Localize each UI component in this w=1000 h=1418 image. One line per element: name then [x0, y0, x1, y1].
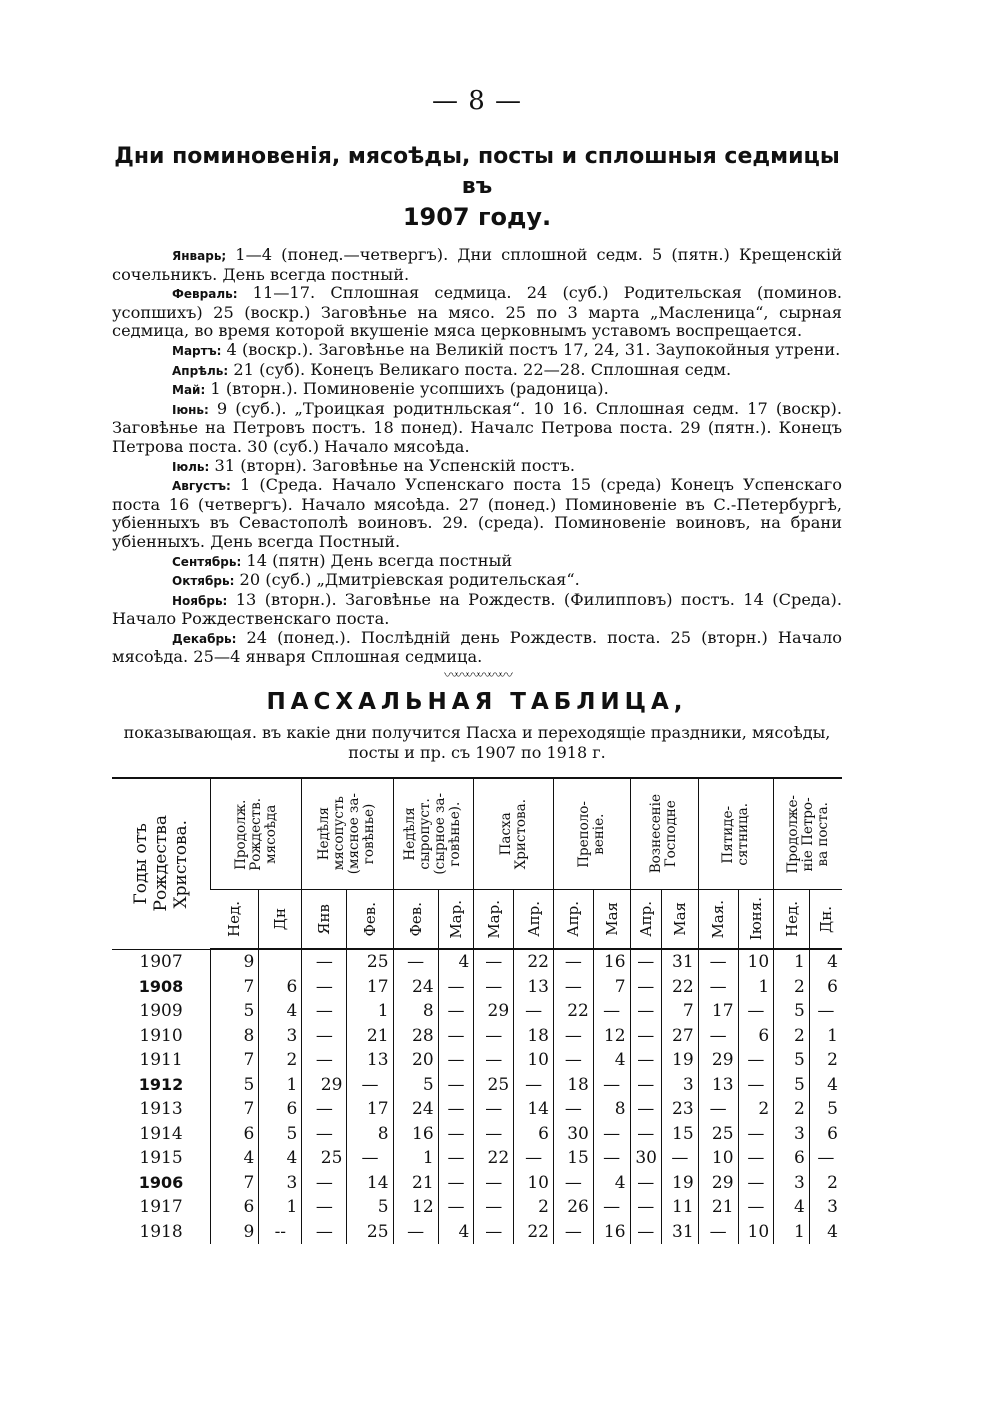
table-cell: 7 — [211, 1171, 259, 1196]
table-cell: 5 — [259, 1122, 302, 1147]
wavy-divider: 〰〰〰〰〰〰 — [444, 668, 510, 685]
column-sub-header: Іюня. — [738, 890, 774, 950]
table-body — [112, 949, 842, 1244]
table-cell: — — [347, 1146, 393, 1171]
table-cell: 25 — [302, 1146, 347, 1171]
table-cell: — — [630, 949, 661, 975]
table-cell: 10 — [514, 1171, 554, 1196]
table-cell: — — [474, 975, 514, 1000]
month-text: 9 (суб.). „Троицкая родитнльская“. 10 16. Сплошная седм. 17 (воскр). Заговѣнье на Петровъ постъ. 18 понед). Началс Петрова поста. 29 (пятн.). Конецъ Петрова поста. 30 (суб.) Начало мясоѣда. — [112, 398, 842, 456]
column-sub-header: Мая — [661, 890, 698, 950]
table-cell: 19 — [661, 1048, 698, 1073]
table-cell: 28 — [393, 1024, 438, 1049]
table-cell: 1 — [259, 1073, 302, 1098]
table-cell: 6 — [211, 1122, 259, 1147]
book-page — [112, 86, 842, 1244]
table-cell: — — [302, 999, 347, 1024]
month-name: Августъ: — [172, 479, 231, 494]
table-cell: — — [630, 1073, 661, 1098]
table-cell: — — [738, 1146, 774, 1171]
month-entry — [112, 591, 842, 629]
month-entry — [112, 571, 842, 591]
column-sub-header: Мар. — [474, 890, 514, 950]
table-cell: 1 — [809, 1024, 842, 1049]
month-name: Іюнь: — [172, 402, 209, 417]
table-cell: 5 — [809, 1097, 842, 1122]
table-cell: — — [593, 1073, 630, 1098]
table-cell: 9 — [211, 1220, 259, 1245]
table-cell: 29 — [698, 1171, 738, 1196]
table-row — [112, 999, 842, 1024]
column-group-header: Преполо- веніе. — [553, 778, 630, 890]
table-cell: 4 — [774, 1195, 810, 1220]
year-cell: 1917 — [139, 1197, 183, 1218]
table-cell: 2 — [259, 1048, 302, 1073]
table-cell: — — [809, 1146, 842, 1171]
table-cell: — — [553, 1171, 593, 1196]
month-text: 11—17. Сплошная седмица. 24 (суб.) Родительская (поминов. усопшихъ) 25 (воскр.) Заговѣнье на мясо. 25 по 3 марта „Масленица“, сырная седмица, во время которой вкушеніе мяса церковнымъ уставомъ воспрещается. — [112, 283, 842, 341]
table-subtitle: показывающая. въ какіе дни получится Пасха и переходящіе праздники, мясоѣды, посты и пр. съ 1907 по 1918 г. — [123, 723, 831, 763]
table-cell: 4 — [438, 949, 474, 975]
month-text: 1 (вторн.). Поминовеніе усопшихъ (радоница). — [205, 379, 609, 399]
table-row — [112, 1146, 842, 1171]
table-row — [112, 1073, 842, 1098]
table-cell: 19 — [661, 1171, 698, 1196]
month-name: Сентябрь: — [172, 554, 242, 569]
table-cell: — — [302, 949, 347, 975]
table-cell: — — [698, 1024, 738, 1049]
table-cell: 27 — [661, 1024, 698, 1049]
table-cell: — — [438, 1171, 474, 1196]
column-group-header: Продолж. Рождеств. мясоѣда — [211, 778, 302, 890]
table-cell: 21 — [393, 1171, 438, 1196]
month-entry — [112, 476, 842, 551]
table-cell: 29 — [698, 1048, 738, 1073]
table-cell: 22 — [553, 999, 593, 1024]
month-text: 13 (вторн.). Заговѣнье на Рождеств. (Филипповъ) постъ. 14 (Среда). Начало Рождественскаго поста. — [112, 589, 842, 629]
table-cell: 25 — [347, 949, 393, 975]
table-cell: 5 — [774, 999, 810, 1024]
table-cell: — — [438, 1073, 474, 1098]
column-sub-header: Апр. — [630, 890, 661, 950]
month-entry — [112, 400, 842, 457]
table-cell: 2 — [514, 1195, 554, 1220]
table-cell: 22 — [474, 1146, 514, 1171]
year-cell: 1907 — [139, 952, 183, 973]
table-cell: 1 — [259, 1195, 302, 1220]
table-cell: — — [630, 1195, 661, 1220]
month-name: Май: — [172, 383, 206, 398]
month-name: Январь; — [172, 249, 227, 263]
table-cell: — — [302, 975, 347, 1000]
table-cell: 21 — [698, 1195, 738, 1220]
table-row — [112, 1024, 842, 1049]
table-cell: 13 — [514, 975, 554, 1000]
table-row — [112, 1171, 842, 1196]
month-text: 24 (понед.). Послѣдній день Рождеств. поста. 25 (вторн.) Начало мясоѣда. 25—4 января Сплошная седмица. — [112, 627, 842, 667]
table-cell: 13 — [698, 1073, 738, 1098]
year-cell: 1915 — [139, 1148, 183, 1169]
table-cell: 14 — [347, 1171, 393, 1196]
month-entry — [112, 361, 842, 381]
table-cell: 2 — [809, 1048, 842, 1073]
table-cell: 17 — [347, 1097, 393, 1122]
table-cell: — — [474, 1220, 514, 1245]
table-cell: 14 — [514, 1097, 554, 1122]
table-cell: 16 — [393, 1122, 438, 1147]
column-sub-header: Мая. — [698, 890, 738, 950]
table-cell: 24 — [393, 975, 438, 1000]
table-cell: — — [553, 1048, 593, 1073]
table-cell: — — [474, 949, 514, 975]
table-cell: — — [474, 1024, 514, 1049]
table-row — [112, 1122, 842, 1147]
year-cell: 1913 — [139, 1099, 183, 1120]
table-cell: — — [593, 1146, 630, 1171]
heading-line-1: Дни поминовенія, мясоѣды, посты и сплошныя седмицы въ — [114, 144, 840, 199]
table-cell: 25 — [347, 1220, 393, 1245]
table-cell: — — [698, 975, 738, 1000]
table-cell: 5 — [774, 1048, 810, 1073]
table-cell: — — [302, 1171, 347, 1196]
month-text: 14 (пятн) День всегда постный — [241, 550, 513, 570]
table-cell: 2 — [738, 1097, 774, 1122]
table-cell: — — [630, 1024, 661, 1049]
table-cell: 30 — [630, 1146, 661, 1171]
table-cell: — — [474, 1122, 514, 1147]
month-name: Ноябрь: — [172, 593, 228, 608]
table-cell — [259, 949, 302, 975]
table-cell: — — [661, 1146, 698, 1171]
month-entry — [112, 380, 842, 400]
table-cell: — — [593, 1195, 630, 1220]
table-cell: 4 — [259, 999, 302, 1024]
table-cell: 3 — [259, 1024, 302, 1049]
table-cell: 29 — [302, 1073, 347, 1098]
table-cell: — — [438, 1097, 474, 1122]
table-cell: — — [302, 1220, 347, 1245]
month-entry — [112, 341, 842, 361]
table-cell: 4 — [809, 949, 842, 975]
table-cell: 2 — [774, 1097, 810, 1122]
table-cell: 6 — [259, 1097, 302, 1122]
table-cell: 26 — [553, 1195, 593, 1220]
table-cell: 13 — [347, 1048, 393, 1073]
column-sub-header: Фев. — [393, 890, 438, 950]
table-cell: 23 — [661, 1097, 698, 1122]
column-group-header: Продолже- ніе Петро- ва поста. — [774, 778, 842, 890]
table-cell: — — [438, 1122, 474, 1147]
month-entry — [112, 552, 842, 572]
table-cell: 5 — [347, 1195, 393, 1220]
table-cell: 1 — [347, 999, 393, 1024]
table-cell: — — [809, 999, 842, 1024]
table-cell: 29 — [474, 999, 514, 1024]
table-cell: — — [302, 1195, 347, 1220]
table-cell: 30 — [553, 1122, 593, 1147]
column-group-header: Недѣля сыропуст. (сырное за- говѣнье). — [393, 778, 474, 890]
table-cell: — — [630, 1220, 661, 1245]
table-cell: 7 — [211, 1048, 259, 1073]
year-cell: 1910 — [139, 1025, 183, 1046]
table-cell: 11 — [661, 1195, 698, 1220]
table-cell: 4 — [211, 1146, 259, 1171]
table-cell: — — [393, 949, 438, 975]
table-cell: 20 — [393, 1048, 438, 1073]
table-cell: 15 — [553, 1146, 593, 1171]
column-sub-header: Янв — [302, 890, 347, 950]
table-cell: — — [738, 1048, 774, 1073]
page-number: — 8 — — [431, 86, 523, 116]
table-cell: — — [514, 1146, 554, 1171]
table-cell: — — [438, 1048, 474, 1073]
table-cell: — — [438, 1195, 474, 1220]
column-sub-header: Дн — [259, 890, 302, 950]
table-row — [112, 949, 842, 975]
table-cell: — — [593, 999, 630, 1024]
column-group-header: Вознесеніе Господне — [630, 778, 698, 890]
month-name: Мартъ: — [172, 343, 222, 358]
table-cell: 9 — [211, 949, 259, 975]
table-cell: 8 — [393, 999, 438, 1024]
table-cell: 4 — [593, 1171, 630, 1196]
table-cell: — — [302, 1048, 347, 1073]
table-cell: 5 — [211, 1073, 259, 1098]
table-cell: — — [698, 1097, 738, 1122]
table-cell: 7 — [211, 1097, 259, 1122]
table-cell: 5 — [211, 999, 259, 1024]
table-cell: — — [738, 1073, 774, 1098]
table-cell: 3 — [774, 1122, 810, 1147]
table-cell: 12 — [593, 1024, 630, 1049]
table-cell: 10 — [514, 1048, 554, 1073]
table-cell: — — [593, 1122, 630, 1147]
table-cell: 4 — [809, 1220, 842, 1245]
table-row — [112, 1195, 842, 1220]
table-cell: 4 — [438, 1220, 474, 1245]
table-cell: — — [438, 999, 474, 1024]
table-group-header-row — [112, 778, 842, 890]
table-cell: 7 — [661, 999, 698, 1024]
months-list — [112, 246, 842, 667]
table-cell: — — [474, 1048, 514, 1073]
section-heading — [112, 142, 842, 232]
table-cell: — — [302, 1024, 347, 1049]
column-sub-header: Фев. — [347, 890, 393, 950]
table-cell: 5 — [393, 1073, 438, 1098]
month-entry — [112, 284, 842, 341]
column-sub-header: Мар. — [438, 890, 474, 950]
table-cell: 7 — [211, 975, 259, 1000]
table-cell: 1 — [774, 949, 810, 975]
table-cell: 6 — [809, 975, 842, 1000]
table-cell: 8 — [593, 1097, 630, 1122]
table-cell: — — [738, 1171, 774, 1196]
month-entry — [112, 246, 842, 284]
table-cell: 3 — [259, 1171, 302, 1196]
table-cell: — — [393, 1220, 438, 1245]
table-cell: 6 — [211, 1195, 259, 1220]
table-cell: 12 — [393, 1195, 438, 1220]
table-row — [112, 1097, 842, 1122]
month-text: 31 (вторн). Заговѣнье на Успенскій постъ. — [209, 455, 576, 475]
table-cell: 10 — [698, 1146, 738, 1171]
table-cell: — — [630, 975, 661, 1000]
column-sub-header: Апр. — [553, 890, 593, 950]
year-cell: 1909 — [139, 1001, 183, 1022]
table-cell: — — [474, 1097, 514, 1122]
table-cell: 25 — [474, 1073, 514, 1098]
table-cell: — — [302, 1122, 347, 1147]
table-cell: — — [438, 1024, 474, 1049]
table-cell: 18 — [514, 1024, 554, 1049]
table-cell: 2 — [809, 1171, 842, 1196]
table-row — [112, 975, 842, 1000]
table-cell: 17 — [347, 975, 393, 1000]
table-cell: 22 — [514, 949, 554, 975]
month-entry — [112, 629, 842, 667]
table-cell: — — [302, 1097, 347, 1122]
year-cell: 1918 — [139, 1221, 183, 1242]
table-cell: 4 — [809, 1073, 842, 1098]
month-name: Февраль: — [172, 287, 238, 302]
year-cell: 1906 — [138, 1172, 184, 1192]
pascha-table — [112, 777, 842, 1244]
year-cell: 1912 — [138, 1074, 184, 1094]
table-cell: — — [698, 1220, 738, 1245]
table-cell: — — [738, 1122, 774, 1147]
month-name: Іюль: — [172, 459, 210, 474]
table-cell: 10 — [738, 1220, 774, 1245]
year-column-header: Годы отъ Рождества Христова. — [112, 778, 211, 949]
table-cell: 21 — [347, 1024, 393, 1049]
table-cell: 1 — [774, 1220, 810, 1245]
month-text: 21 (суб). Конецъ Великаго поста. 22—28. Сплошная седм. — [228, 359, 732, 379]
month-name: Декабрь: — [172, 631, 237, 646]
month-entry — [112, 457, 842, 477]
table-cell: — — [630, 1171, 661, 1196]
table-cell: — — [474, 1171, 514, 1196]
heading-line-2: 1907 году. — [402, 203, 552, 231]
table-cell: 1 — [738, 975, 774, 1000]
column-sub-header: Нед. — [774, 890, 810, 950]
table-cell: 16 — [593, 1220, 630, 1245]
table-cell: 15 — [661, 1122, 698, 1147]
table-cell: — — [514, 999, 554, 1024]
table-cell: 6 — [774, 1146, 810, 1171]
table-cell: 4 — [259, 1146, 302, 1171]
column-group-header: Пасха Христова. — [474, 778, 554, 890]
month-text: 4 (воскр.). Заговѣнье на Великій постъ 17, 24, 31. Заупокойныя утрени. — [221, 339, 841, 359]
table-row — [112, 1048, 842, 1073]
table-cell: 5 — [774, 1073, 810, 1098]
table-cell: — — [514, 1073, 554, 1098]
table-cell: — — [347, 1073, 393, 1098]
column-sub-header: Мая — [593, 890, 630, 950]
table-cell: 22 — [514, 1220, 554, 1245]
table-cell: 10 — [738, 949, 774, 975]
month-text: 1—4 (понед.—четвергъ). Дни сплошной седм. 5 (пятн.) Крещенскій сочельникъ. День всегда постный. — [112, 245, 842, 284]
table-row — [112, 1220, 842, 1245]
year-cell: 1914 — [139, 1123, 183, 1144]
table-cell: — — [553, 1220, 593, 1245]
month-name: Апрѣль: — [172, 363, 229, 378]
table-cell: 6 — [514, 1122, 554, 1147]
column-sub-header: Дн. — [809, 890, 842, 950]
table-cell: 31 — [661, 1220, 698, 1245]
table-cell: 3 — [809, 1195, 842, 1220]
table-cell: — — [630, 1122, 661, 1147]
table-cell: -- — [259, 1220, 302, 1245]
month-text: 1 (Среда. Начало Успенскаго поста 15 (среда) Конецъ Успенскаго поста 16 (четвергъ). Начало мясоѣда. 27 (понед.) Поминовеніе въ С.-Петербургѣ, убіенныхъ въ Севастополѣ воиновъ. 29. (среда). Поминовеніе воиновъ, на брани убіенныхъ. День всегда Постный. — [112, 475, 842, 551]
table-cell: 31 — [661, 949, 698, 975]
table-cell: 1 — [393, 1146, 438, 1171]
table-cell: 2 — [774, 1024, 810, 1049]
table-cell: — — [553, 975, 593, 1000]
table-cell: 17 — [698, 999, 738, 1024]
month-text: 20 (суб.) „Дмитріевская родительская“. — [234, 570, 580, 590]
table-cell: — — [553, 949, 593, 975]
table-cell: — — [698, 949, 738, 975]
table-cell: 24 — [393, 1097, 438, 1122]
column-group-header: Недѣля мясопусть (мясное за- говѣнье) — [302, 778, 393, 890]
table-cell: 22 — [661, 975, 698, 1000]
table-cell: 2 — [774, 975, 810, 1000]
table-cell: 8 — [211, 1024, 259, 1049]
table-title: ПАСХАЛЬНАЯ ТАБЛИЦА, — [266, 689, 688, 716]
table-cell: — — [738, 999, 774, 1024]
table-cell: — — [738, 1195, 774, 1220]
table-cell: 6 — [738, 1024, 774, 1049]
table-cell: 16 — [593, 949, 630, 975]
table-cell: — — [438, 1146, 474, 1171]
table-cell: 8 — [347, 1122, 393, 1147]
table-cell: 4 — [593, 1048, 630, 1073]
table-cell: — — [630, 1097, 661, 1122]
table-cell: — — [553, 1024, 593, 1049]
year-cell: 1908 — [138, 976, 184, 996]
table-cell: 3 — [661, 1073, 698, 1098]
table-cell: 6 — [259, 975, 302, 1000]
column-sub-header: Апр. — [514, 890, 554, 950]
table-cell: 7 — [593, 975, 630, 1000]
table-cell: — — [630, 999, 661, 1024]
table-cell: — — [474, 1195, 514, 1220]
table-cell: 3 — [774, 1171, 810, 1196]
table-cell: — — [438, 975, 474, 1000]
table-cell: — — [553, 1097, 593, 1122]
column-group-header: Пятиде- сятница. — [698, 778, 774, 890]
column-sub-header: Нед. — [211, 890, 259, 950]
table-cell: 18 — [553, 1073, 593, 1098]
table-cell: — — [630, 1048, 661, 1073]
table-cell: 6 — [809, 1122, 842, 1147]
year-cell: 1911 — [139, 1050, 183, 1071]
table-sub-header-row — [112, 890, 842, 950]
month-name: Октябрь: — [172, 574, 235, 589]
table-cell: 25 — [698, 1122, 738, 1147]
